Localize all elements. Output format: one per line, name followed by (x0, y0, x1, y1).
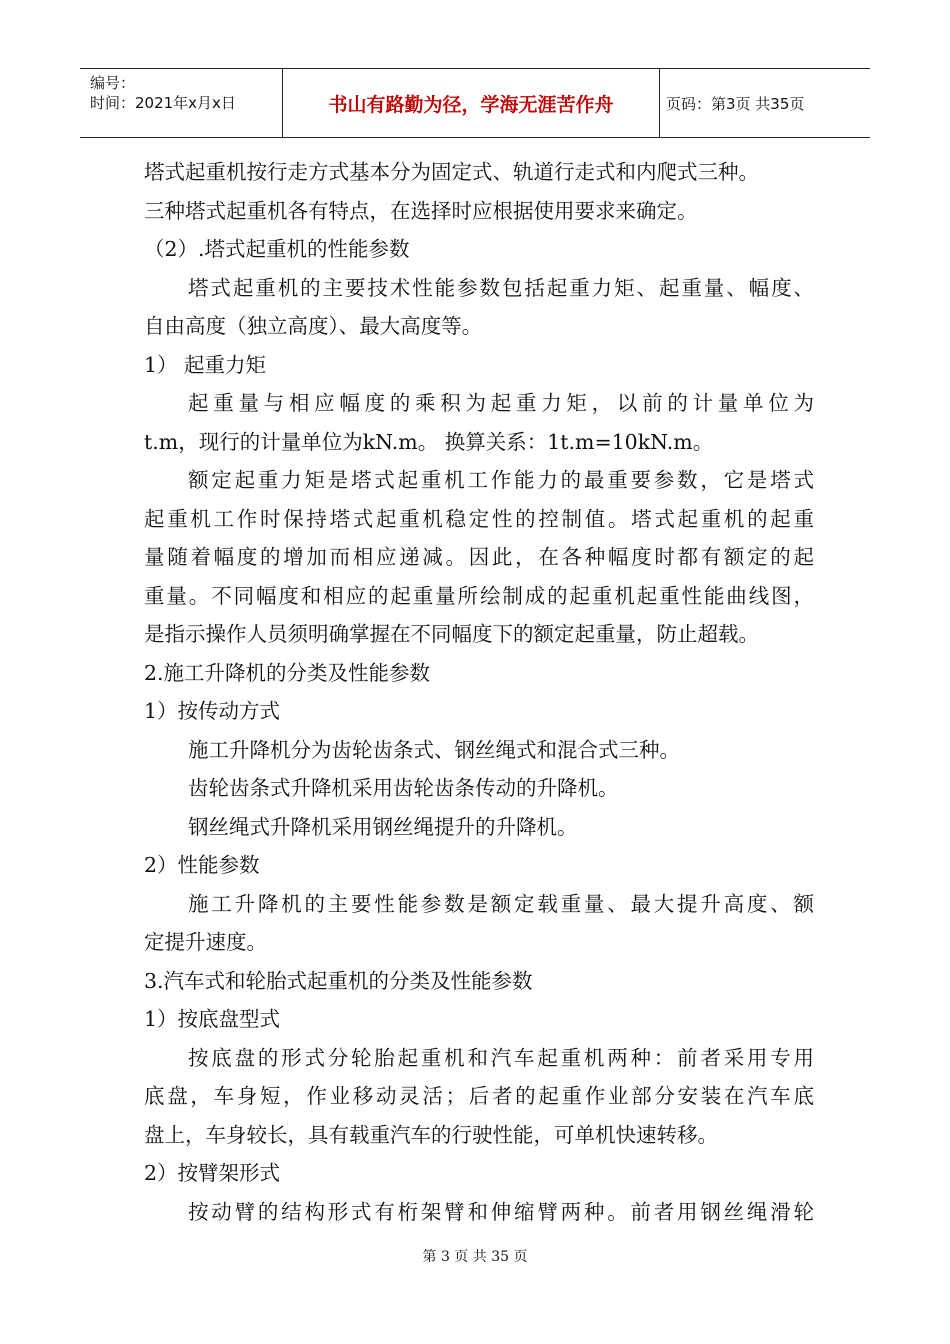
document-date-label: 时间：2021年x月x日 (90, 94, 236, 112)
section-heading: 2）按臂架形式 (144, 1161, 281, 1185)
paragraph-line: 三种塔式起重机各有特点，在选择时应根据使用要求来确定。 (144, 198, 698, 223)
section-heading: （2）.塔式起重机的性能参数 (144, 237, 410, 261)
page-footer: 第 3 页 共 35 页 (422, 1249, 528, 1265)
paragraph-line: 起重机工作时保持塔式起重机稳定性的控制值。塔式起重机的起重 (144, 506, 814, 531)
paragraph-line: 塔式起重机的主要技术性能参数包括起重力矩、起重量、幅度、 (188, 275, 814, 300)
section-heading: 1）按传动方式 (144, 699, 281, 723)
section-heading: 2）性能参数 (144, 853, 260, 877)
section-heading: 1） 起重力矩 (144, 352, 267, 377)
paragraph-line: 重量。不同幅度和相应的起重量所绘制成的起重机起重性能曲线图， (144, 583, 814, 608)
paragraph-line: 盘上，车身较长，具有载重汽车的行驶性能，可单机快速转移。 (144, 1122, 718, 1147)
paragraph-line: 塔式起重机按行走方式基本分为固定式、轨道行走式和内爬式三种。 (144, 160, 759, 184)
page-header (80, 68, 870, 138)
paragraph-line: 齿轮齿条式升降机采用齿轮齿条传动的升降机。 (188, 776, 619, 800)
section-heading: 3.汽车式和轮胎式起重机的分类及性能参数 (144, 968, 533, 993)
header-page-number: 页码：第3页 共35页 (666, 94, 805, 113)
section-heading: 2.施工升降机的分类及性能参数 (144, 660, 431, 685)
paragraph-line: 按动臂的结构形式有桁架臂和伸缩臂两种。前者用钢丝绳滑轮 (188, 1199, 814, 1224)
paragraph-line: 钢丝绳式升降机采用钢丝绳提升的升降机。 (188, 814, 578, 839)
paragraph-line: 量随着幅度的增加而相应递减。因此，在各种幅度时都有额定的起 (144, 545, 814, 569)
paragraph-line: 定提升速度。 (144, 930, 267, 954)
document-body (144, 153, 814, 1231)
document-number-label: 编号： (90, 74, 136, 92)
paragraph-line: 是指示操作人员须明确掌握在不同幅度下的额定起重量，防止超载。 (144, 622, 759, 646)
paragraph-line: 底盘，车身短，作业移动灵活；后者的起重作业部分安装在汽车底 (144, 1084, 814, 1108)
paragraph-line: 起重量与相应幅度的乘积为起重力矩，以前的计量单位为 (188, 391, 814, 415)
paragraph-line: 额定起重力矩是塔式起重机工作能力的最重要参数，它是塔式 (188, 468, 814, 492)
paragraph-line: 施工升降机的主要性能参数是额定载重量、最大提升高度、额 (188, 891, 814, 916)
paragraph-line: 施工升降机分为齿轮齿条式、钢丝绳式和混合式三种。 (188, 737, 680, 762)
paragraph-line: 按底盘的形式分轮胎起重机和汽车起重机两种：前者采用专用 (188, 1045, 814, 1070)
header-meta (80, 69, 283, 137)
paragraph-line: 自由高度（独立高度）、最大高度等。 (144, 314, 483, 338)
header-motto: 书山有路勤为径，学海无涯苦作舟 (283, 69, 660, 137)
section-heading: 1）按底盘型式 (144, 1007, 281, 1031)
paragraph-line: t.m，现行的计量单位为kN.m。 换算关系：1t.m=10kN.m。 (144, 429, 714, 454)
